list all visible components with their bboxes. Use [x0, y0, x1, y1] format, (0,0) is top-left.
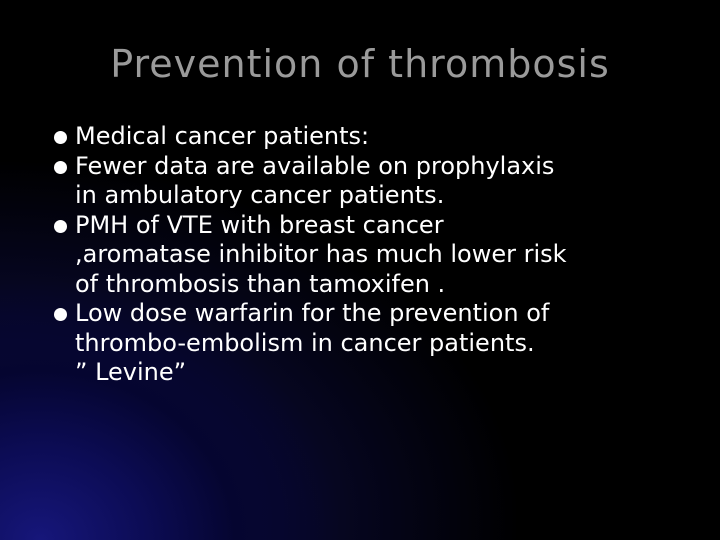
bullet-item	[54, 299, 694, 388]
bullet-dot-icon	[54, 308, 67, 321]
bullet-text: Medical cancer patients:	[75, 122, 370, 150]
bullet-dot-icon	[54, 220, 67, 233]
bullet-item	[54, 211, 694, 300]
bullet-item	[54, 122, 694, 152]
slide-title: Prevention of thrombosis	[110, 42, 610, 86]
bullet-text: Low dose warfarin for the prevention of thrombo-embolism in cancer patients. ” Levine”	[75, 299, 550, 386]
bullet-dot-icon	[54, 161, 67, 174]
bullet-dot-icon	[54, 131, 67, 144]
bullet-text: Fewer data are available on prophylaxis in ambulatory cancer patients.	[75, 151, 555, 209]
bullet-list	[54, 122, 694, 388]
bullet-text: PMH of VTE with breast cancer ,aromatase inhibitor has much lower risk of thrombosis than tamoxifen .	[75, 210, 567, 298]
bullet-item	[54, 152, 694, 211]
